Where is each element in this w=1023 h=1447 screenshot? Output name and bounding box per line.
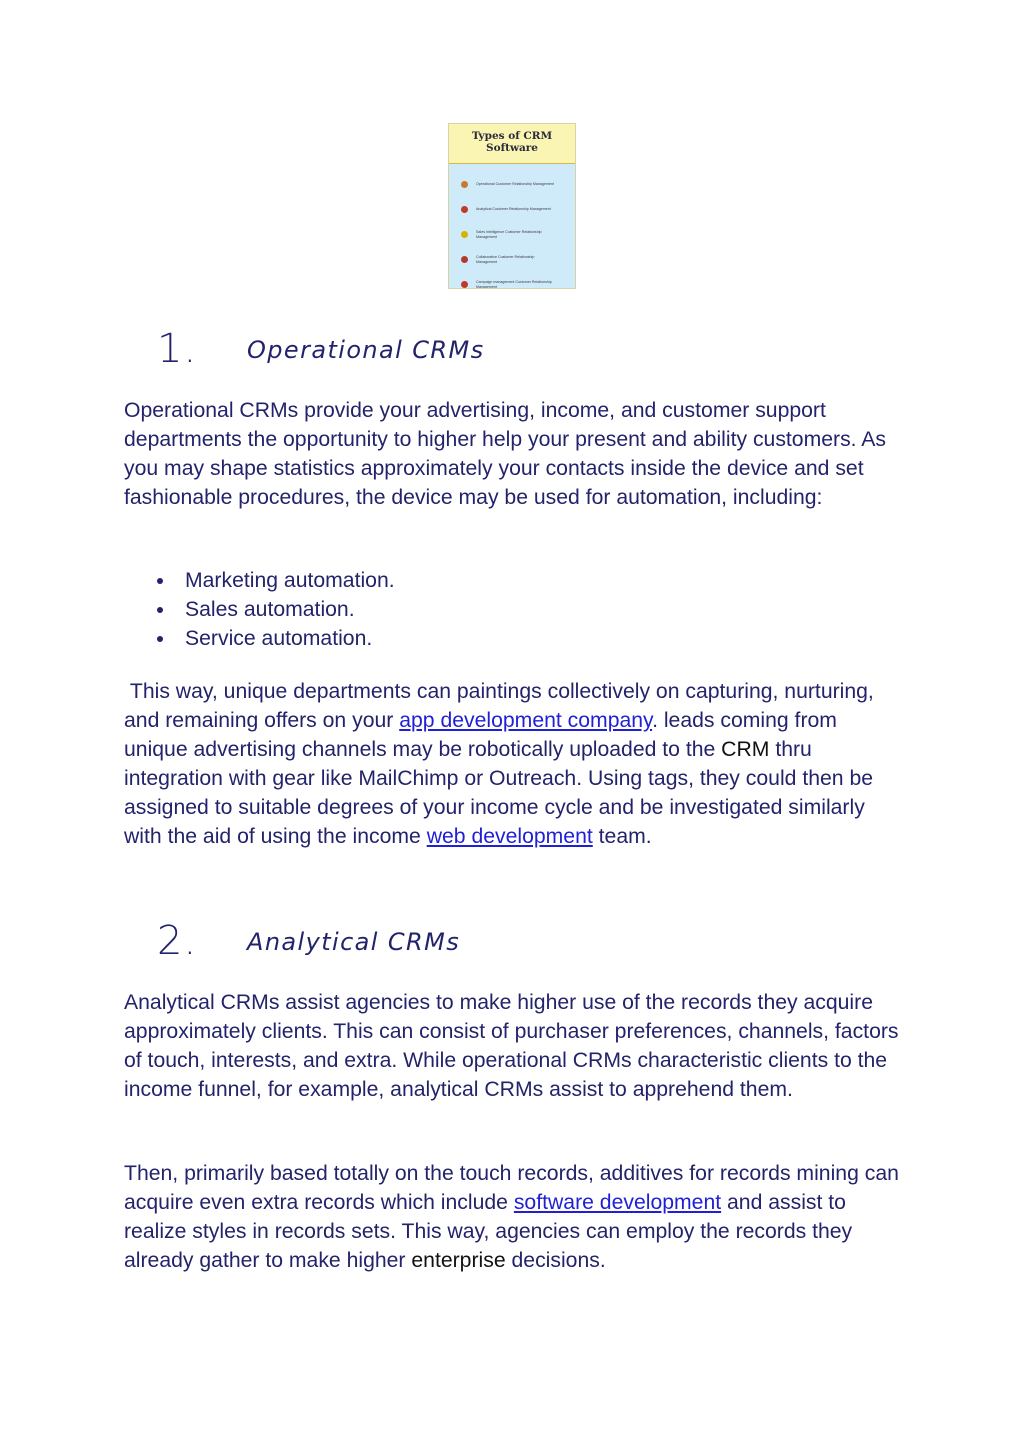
text-run: and assist to realize styles in records sets. This way, agencies can employ the records they already gather to make higher (124, 1191, 853, 1272)
text-run: decisions. (505, 1249, 606, 1272)
infographic-item-label: Campaign management Customer Relationship Management (476, 279, 552, 289)
text-run: thru integration with gear like MailChimp or Outreach. Using tags, they could then be assigned to suitable degrees of your income cycle and be investigated similarly with the aid of using the income (124, 738, 879, 848)
list-item (155, 624, 395, 653)
list-item (155, 566, 395, 595)
enterprise-term: enterprise (411, 1249, 506, 1272)
megaphone-icon (461, 281, 468, 288)
people-icon (461, 256, 468, 263)
list-item-text: Sales automation. (185, 598, 355, 621)
web-development-link[interactable]: web development (426, 825, 593, 848)
bullet-icon (157, 607, 163, 613)
text-run: Then, primarily based totally on the touch records, additives for records mining can acquire even extra records which include (124, 1162, 899, 1214)
text-run: . leads coming from unique advertising channels may be robotically uploaded to the (124, 709, 843, 761)
section2-title: Analytical CRMs (247, 928, 461, 956)
section1-number: 1. (157, 326, 198, 372)
list-item-text: Service automation. (185, 627, 373, 650)
text-run: This way, unique departments can paintings collectively on capturing, nurturing, and remaining offers on your (124, 680, 880, 732)
tools-icon (461, 181, 468, 188)
bullet-icon (157, 578, 163, 584)
crm-term: CRM (721, 738, 770, 761)
infographic-item-label: Sales Intelligence Customer Relationship Management (476, 229, 542, 239)
infographic-item-label: Operational Customer Relationship Management (476, 182, 554, 187)
infographic-item (461, 197, 575, 222)
list-item-text: Marketing automation. (185, 569, 395, 592)
infographic-item (461, 172, 575, 197)
infographic-item (461, 272, 575, 289)
automation-list (155, 566, 395, 653)
section2-paragraph2 (124, 1159, 904, 1275)
chart-icon (461, 206, 468, 213)
list-item (155, 595, 395, 624)
section1-intro: Operational CRMs provide your advertising, income, and customer support departments the opportunity to higher help your present and ability customers. As you may shape statistics approximately your contacts inside the device and set fashionable procedures, the device may be used for automation, including: (124, 399, 887, 509)
crm-types-infographic (448, 123, 576, 289)
infographic-title-line2: Software (485, 142, 538, 154)
software-development-link[interactable]: software development (513, 1191, 722, 1214)
text-run: team. (592, 825, 652, 848)
infographic-item (461, 247, 575, 272)
section1-paragraph2 (124, 677, 904, 851)
infographic-title (449, 124, 575, 164)
section2-number: 2. (157, 918, 198, 964)
target-icon (461, 231, 468, 238)
infographic-list (449, 164, 575, 289)
bullet-icon (157, 636, 163, 642)
section2-intro: Analytical CRMs assist agencies to make higher use of the records they acquire approximately clients. This can consist of purchaser preferences, channels, factors of touch, interests, and extra. While operational CRMs characteristic clients to the income funnel, for example, analytical CRMs assist to apprehend them. (124, 991, 899, 1101)
section1-title: Operational CRMs (247, 336, 485, 364)
infographic-title-line1: Types of CRM (471, 130, 553, 142)
infographic-item (461, 222, 575, 247)
infographic-item-label: Analytical Customer Relationship Management (476, 207, 551, 212)
app-development-company-link[interactable]: app development company (399, 709, 653, 732)
infographic-item-label: Collaborative Customer Relationship Management (476, 254, 535, 264)
